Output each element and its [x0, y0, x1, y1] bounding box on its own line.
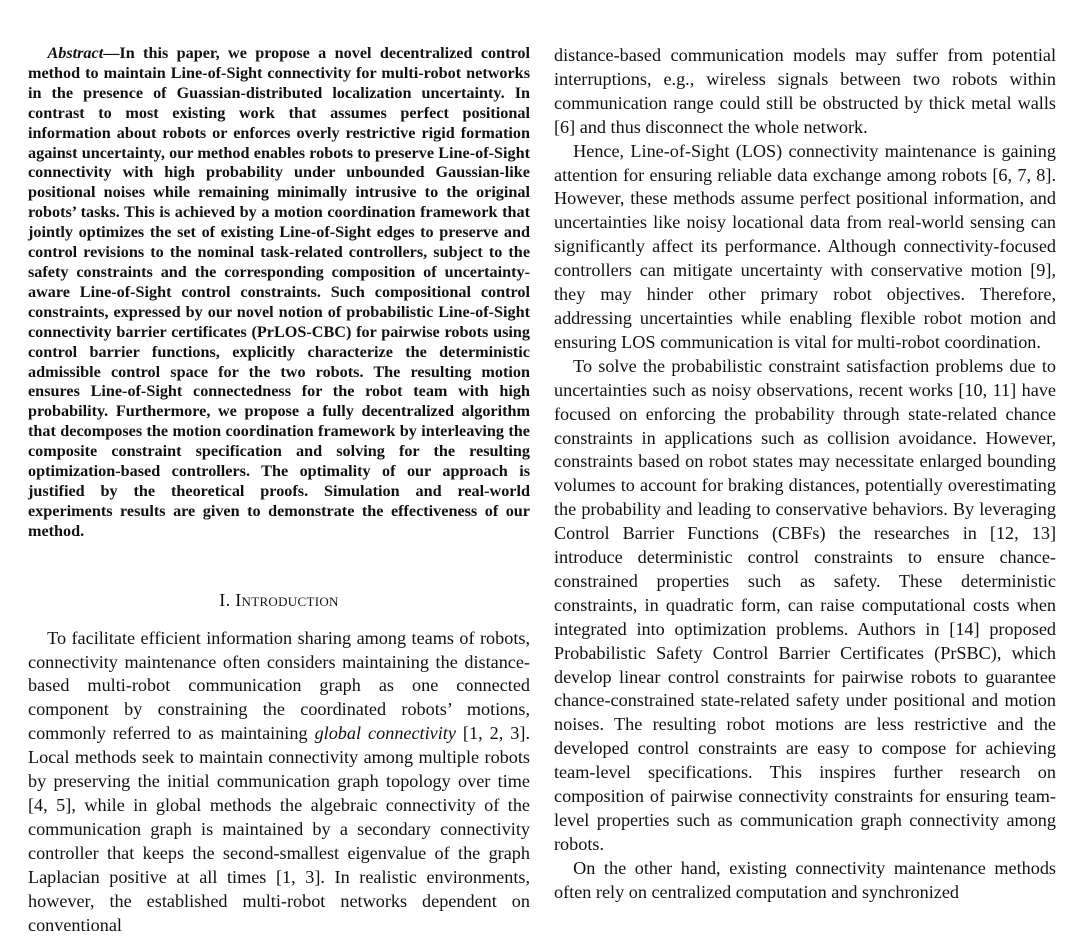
right-column	[554, 44, 1056, 905]
right-paragraph-continuation: distance-based communication models may suffer from potential interruptions, e.g., wireless signals between two robots within communication range could still be obstructed by thick metal walls [6] and thus disconnect the whole network.	[554, 45, 1056, 137]
section-heading	[28, 590, 530, 611]
intro-paragraph-1	[28, 627, 530, 938]
section-number: I.	[219, 589, 231, 610]
intro-text-part-2: [1, 2, 3]. Local methods seek to maintain connectivity among multiple robots by preserving the initial communication graph topology over time [4, 5], while in global methods the algebraic connectivity of the communication graph is maintained by a secondary connectivity controller that keeps the second-smallest eigenvalue of the graph Laplacian positive at all times [1, 3]. In realistic environments, however, the established multi-robot networks dependent on conventional	[28, 723, 530, 935]
abstract-dash: —	[103, 44, 120, 62]
left-column	[28, 44, 530, 937]
section-title: Introduction	[235, 589, 339, 610]
right-paragraph-probabilistic: To solve the probabilistic constraint satisfaction problems due to uncertainties such as noisy observations, recent works [10, 11] have focused on enforcing the probability through state-related chance constraints in applications such as collision avoidance. However, constraints based on robot states may necessitate enlarged bounding volumes to account for braking distances, potentially overestimating the probability and leading to conservative behaviors. By leveraging Control Barrier Functions (CBFs) the researches in [12, 13] introduce deterministic control constraints to ensure chance-constrained properties such as safety. These deterministic constraints, in quadratic form, can raise computational costs when integrated into optimization problems. Authors in [14] proposed Probabilistic Safety Control Barrier Certificates (PrSBC), which develop linear control constraints for pairwise robots to guarantee chance-constrained state-related safety under positional and motion noises. The resulting robot motions are less restrictive and the developed control constraints are easy to compose for achieving team-level specifications. This inspires further research on composition of pairwise connectivity constraints for ensuring team-level properties such as communication graph connectivity among robots.	[554, 355, 1056, 854]
right-paragraph-other-hand: On the other hand, existing connectivity maintenance methods often rely on centralized computation and synchronized	[554, 857, 1056, 902]
abstract	[28, 44, 530, 542]
intro-text-part-1: To facilitate efficient information sharing among teams of robots, connectivity maintenance often considers maintaining the distance-based multi-robot communication graph as one connected component by constraining the coordinated robots’ motions, commonly referred to as maintaining	[28, 627, 530, 744]
right-paragraph-los: Hence, Line-of-Sight (LOS) connectivity maintenance is gaining attention for ensuring reliable data exchange among robots [6, 7, 8]. However, these methods assume perfect positional information, and uncertainties like noisy locational data from real-world sensing can significantly affect its performance. Although connectivity-focused controllers can mitigate uncertainty with conservative motion [9], they may hinder other primary robot objectives. Therefore, addressing uncertainties while enabling flexible robot motion and ensuring LOS communication is vital for multi-robot coordination.	[554, 140, 1056, 352]
abstract-label: Abstract	[47, 44, 104, 62]
intro-emphasis: global connectivity	[314, 723, 456, 744]
abstract-text: In this paper, we propose a novel decentralized control method to maintain Line-of-Sight connectivity for multi-robot networks in the presence of Guassian-distributed localization uncertainty. In contrast to most existing work that assumes perfect positional information about robots or enforces overly restrictive rigid formation against uncertainty, our method enables robots to preserve Line-of-Sight connectivity with high probability under unbounded Gaussian-like positional noises while remaining minimally intrusive to the original robots’ tasks. This is achieved by a motion coordination framework that jointly optimizes the set of existing Line-of-Sight edges to preserve and control revisions to the nominal task-related controllers, subject to the safety constraints and the corresponding composition of uncertainty-aware Line-of-Sight control constraints. Such compositional control constraints, expressed by our novel notion of probabilistic Line-of-Sight connectivity barrier certificates (PrLOS-CBC) for pairwise robots using control barrier functions, explicitly characterize the deterministic admissible control space for the two robots. The resulting motion ensures Line-of-Sight connectedness for the robot team with high probability. Furthermore, we propose a fully decentralized algorithm that decomposes the motion coordination framework by interleaving the composite constraint specification and solving for the resulting optimization-based controllers. The optimality of our approach is justified by the theoretical proofs. Simulation and real-world experiments results are given to demonstrate the effectiveness of our method.	[28, 44, 530, 540]
